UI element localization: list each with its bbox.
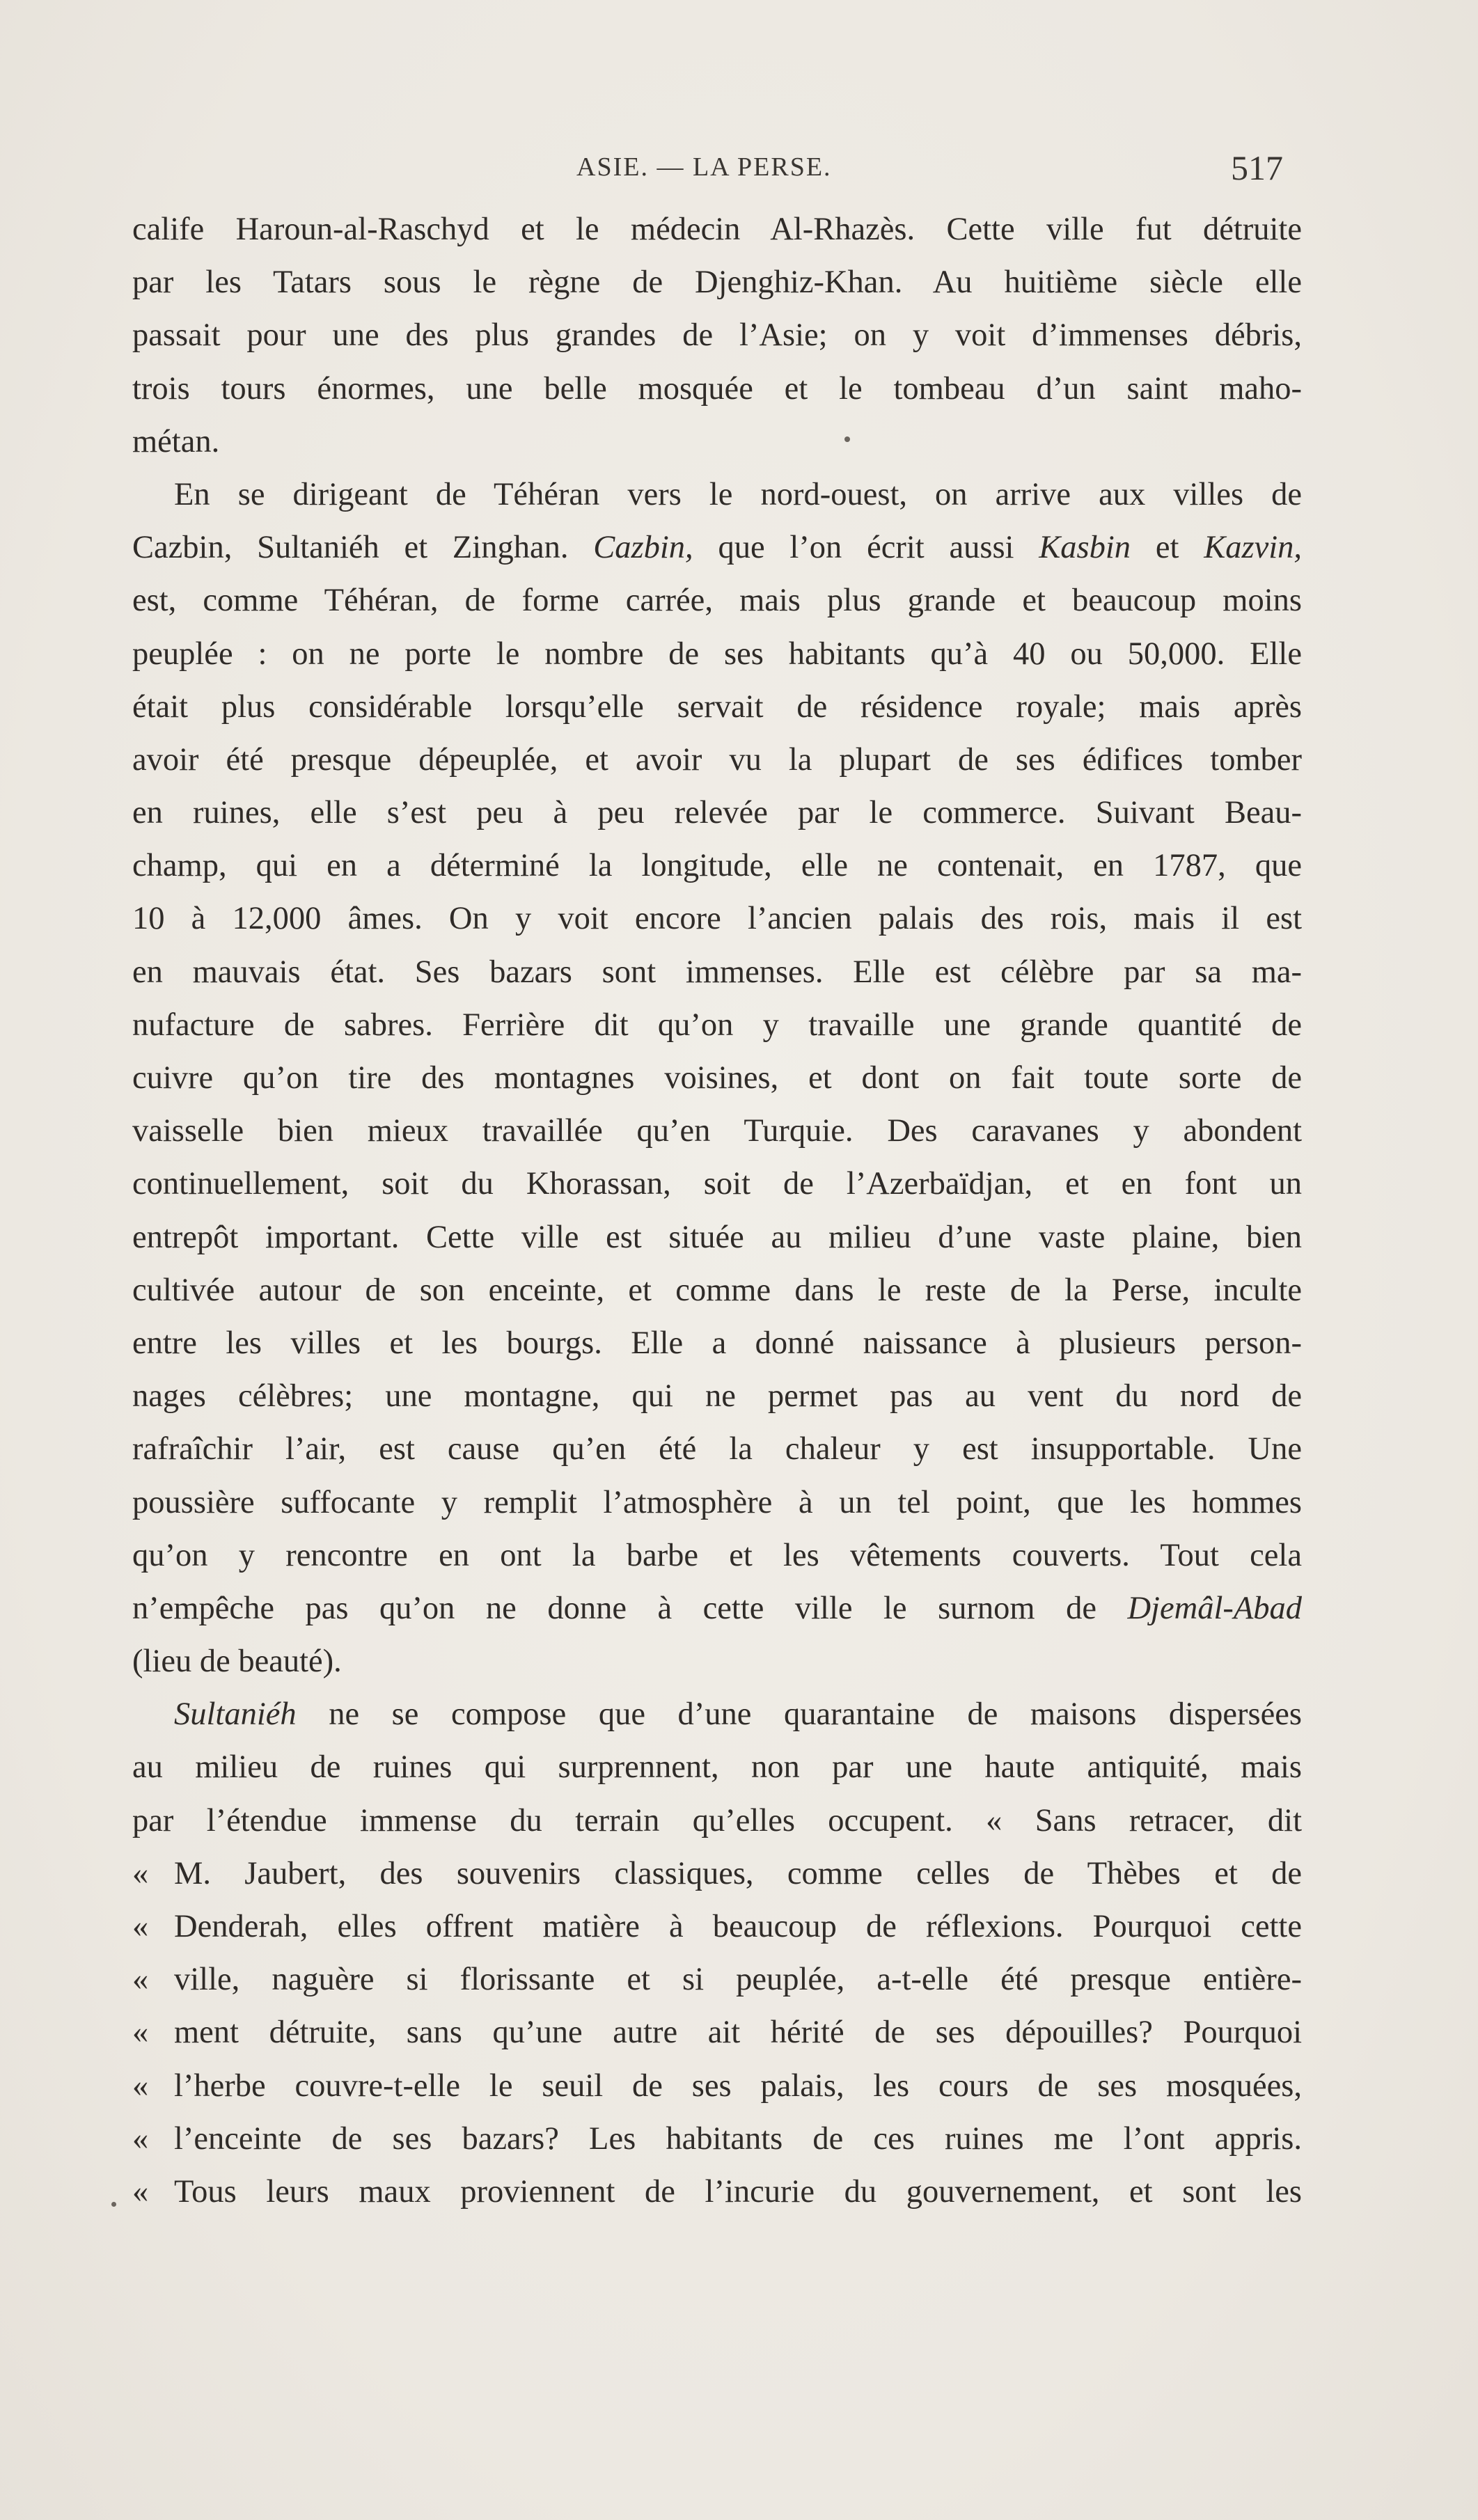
text-line: poussière suffocante y remplit l’atmosphère à un tel point, que les hommes: [132, 1484, 1302, 1520]
quote-line: « Denderah, elles offrent matière à beaucoup de réflexions. Pourquoi cette: [132, 1909, 1302, 1944]
quote-line: « ville, naguère si florissante et si peuplée, a-t-elle été presque entière-: [132, 1962, 1302, 1998]
text-line: trois tours énormes, une belle mosquée et le tombeau d’un saint maho-: [132, 370, 1302, 407]
text-line: métan.: [132, 423, 220, 459]
quote-line: « Tous leurs maux proviennent de l’incurie du gouvernement, et sont les: [132, 2173, 1302, 2210]
text-line: est, comme Téhéran, de forme carrée, mais plus grande et beaucoup moins: [132, 583, 1302, 619]
text-line: passait pour une des plus grandes de l’Asie; on y voit d’immenses débris,: [132, 317, 1302, 354]
text-line: Sultaniéh ne se compose que d’une quarantaine de maisons dispersées: [174, 1696, 1302, 1733]
print-speck: [844, 436, 850, 442]
text-line: en mauvais état. Ses bazars sont immenses. Elle est célèbre par sa ma-: [132, 954, 1302, 990]
text-line: (lieu de beauté).: [132, 1644, 342, 1680]
quote-line: « l’enceinte de ses bazars? Les habitants de ces ruines me l’ont appris.: [132, 2120, 1302, 2157]
text-line: en ruines, elle s’est peu à peu relevée par le commerce. Suivant Beau-: [132, 795, 1302, 831]
quote-line: « ment détruite, sans qu’une autre ait hérité de ses dépouilles? Pourquoi: [132, 2015, 1302, 2051]
quote-line: « M. Jaubert, des souvenirs classiques, comme celles de Thèbes et de: [132, 1855, 1302, 1891]
running-head: [0, 148, 1478, 189]
text-line: par les Tatars sous le règne de Djenghiz-Khan. Au huitième siècle elle: [132, 265, 1302, 301]
text-line: cultivée autour de son enceinte, et comme dans le reste de la Perse, inculte: [132, 1272, 1302, 1308]
text-line: n’empêche pas qu’on ne donne à cette ville le surnom de Djemâl-Abad: [132, 1590, 1302, 1626]
text-line: champ, qui en a déterminé la longitude, elle ne contenait, en 1787, que: [132, 848, 1302, 884]
text-line: En se dirigeant de Téhéran vers le nord-ouest, on arrive aux villes de: [174, 476, 1302, 512]
text-line: peuplée : on ne porte le nombre de ses habitants qu’à 40 ou 50,000. Elle: [132, 636, 1302, 672]
running-head-title: ASIE. — LA PERSE.: [576, 152, 832, 182]
text-line: Cazbin, Sultaniéh et Zinghan. Cazbin, que l’on écrit aussi Kasbin et Kazvin,: [132, 530, 1302, 566]
quote-line: « l’herbe couvre-t-elle le seuil de ses palais, les cours de ses mosquées,: [132, 2068, 1302, 2104]
print-speck: [111, 2202, 116, 2207]
text-line: 10 à 12,000 âmes. On y voit encore l’ancien palais des rois, mais il est: [132, 901, 1302, 937]
page-number: 517: [1231, 148, 1283, 187]
text-line: rafraîchir l’air, est cause qu’en été la chaleur y est insupportable. Une: [132, 1431, 1302, 1467]
body-text: [132, 203, 1302, 2219]
text-line: qu’on y rencontre en ont la barbe et les vêtements couverts. Tout cela: [132, 1537, 1302, 1573]
text-line: calife Haroun-al-Raschyd et le médecin Al-Rhazès. Cette ville fut détruite: [132, 212, 1302, 247]
text-line: entrepôt important. Cette ville est située au milieu d’une vaste plaine, bien: [132, 1219, 1302, 1255]
text-line: était plus considérable lorsqu’elle servait de résidence royale; mais après: [132, 688, 1302, 725]
text-line: par l’étendue immense du terrain qu’elles occupent. « Sans retracer, dit: [132, 1802, 1302, 1838]
text-line: entre les villes et les bourgs. Elle a donné naissance à plusieurs person-: [132, 1325, 1302, 1361]
text-line: nages célèbres; une montagne, qui ne permet pas au vent du nord de: [132, 1378, 1302, 1415]
text-line: au milieu de ruines qui surprennent, non par une haute antiquité, mais: [132, 1749, 1302, 1786]
text-line: nufacture de sabres. Ferrière dit qu’on y travaille une grande quantité de: [132, 1007, 1302, 1043]
text-line: cuivre qu’on tire des montagnes voisines, et dont on fait toute sorte de: [132, 1060, 1302, 1096]
text-line: vaisselle bien mieux travaillée qu’en Turquie. Des caravanes y abondent: [132, 1113, 1302, 1149]
text-line: continuellement, soit du Khorassan, soit de l’Azerbaïdjan, et en font un: [132, 1166, 1302, 1202]
text-line: avoir été presque dépeuplée, et avoir vu la plupart de ses édifices tomber: [132, 741, 1302, 778]
